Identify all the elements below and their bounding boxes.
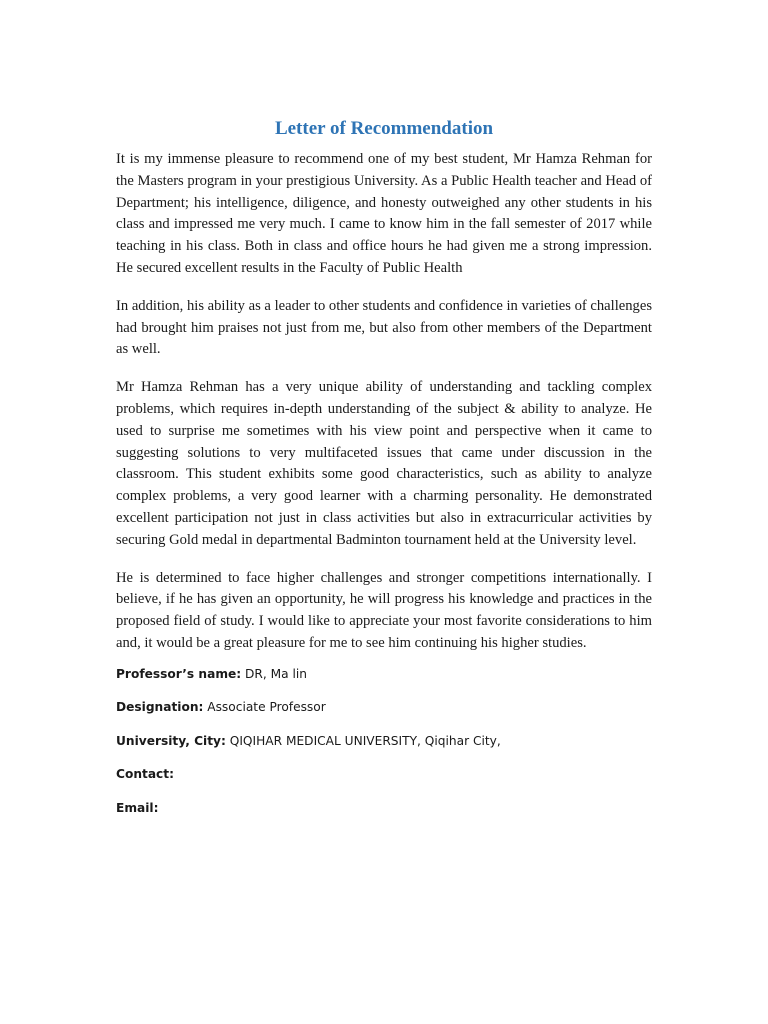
professor-name-field (116, 665, 652, 683)
letter-page (116, 112, 652, 832)
paragraph-abilities: Mr Hamza Rehman has a very unique ability of understanding and tackling complex problems, which requires in-depth understanding of the subject & ability to analyze. He used to surprise me sometimes with his view point and perspective when it came to suggesting solutions to very multifaceted issues that came under discussion in the classroom. This student exhibits some good characteristics, such as ability to analyze complex problems, a very good learner with a charming personality. He demonstrated excellent participation not just in class activities but also in extracurricular activities by securing Gold medal in departmental Badminton tournament held at the University level. (116, 379, 652, 548)
contact-label: Contact: (116, 767, 174, 782)
designation-field (116, 698, 652, 716)
paragraph-conclusion: He is determined to face higher challenges and stronger competitions internationally. I believe, if he has given an opportunity, he will progress his knowledge and practices in the proposed field of study. I would like to appreciate your most favorite considerations to him and, it would be a great pleasure for me to see him continuing his higher studies. (116, 569, 652, 651)
university-city-label: University, City: (116, 733, 226, 748)
designation-value: Associate Professor (203, 700, 326, 715)
letter-title: Letter of Recommendation (274, 118, 494, 139)
paragraph-introduction: It is my immense pleasure to recommend one of my best student, Mr Hamza Rehman for the Masters program in your prestigious University. As a Public Health teacher and Head of Department; his intelligence, diligence, and honesty outweighed any other students in his class and impressed me very much. I came to know him in the fall semester of 2017 while teaching in his class. Both in class and office hours he had given me a strong impression. He secured excellent results in the Faculty of Public Health (116, 151, 652, 276)
contact-field (116, 765, 652, 783)
email-label: Email: (116, 800, 159, 815)
designation-label: Designation: (116, 700, 204, 715)
professor-name-value: DR, Ma lin (241, 666, 307, 681)
email-field (116, 799, 652, 817)
paragraph-leadership: In addition, his ability as a leader to other students and confidence in varieties of challenges had brought him praises not just from me, but also from other members of the Department as well. (116, 297, 652, 358)
university-city-field (116, 732, 652, 750)
professor-name-label: Professor’s name: (116, 666, 242, 681)
university-city-value: QIQIHAR MEDICAL UNIVERSITY, Qiqihar City, (225, 733, 501, 748)
